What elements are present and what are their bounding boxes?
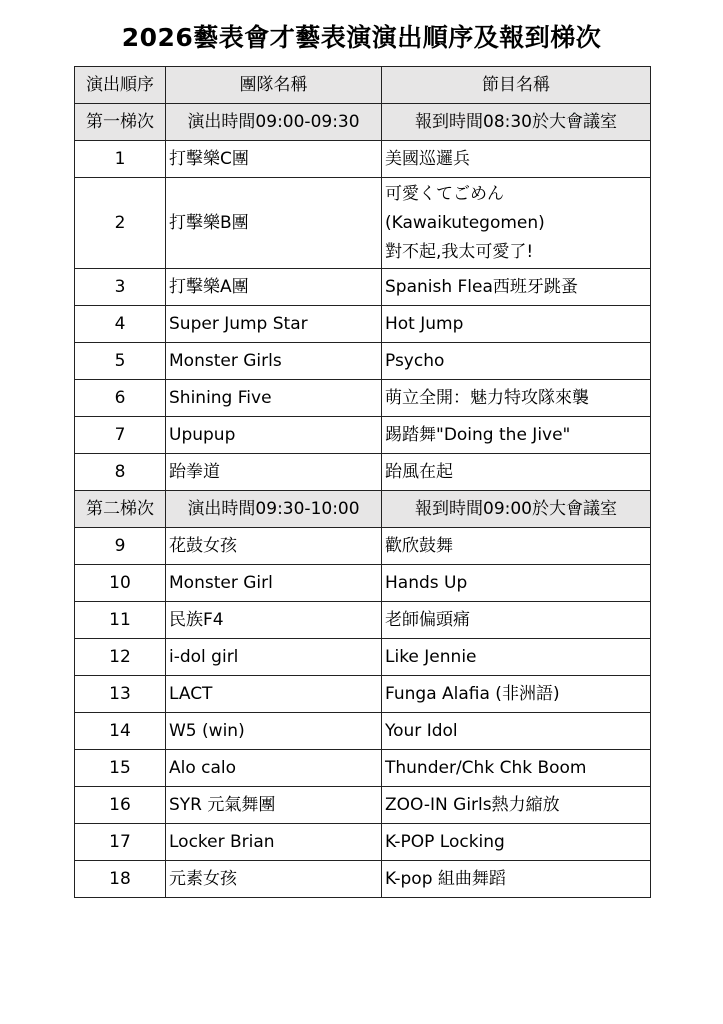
program-cell: Psycho [382,343,651,380]
session-name: 第二梯次 [75,491,166,528]
table-row [75,343,651,380]
program-cell: 老師偏頭痛 [382,602,651,639]
program-cell: ZOO-IN Girls熱力縮放 [382,787,651,824]
order-cell: 16 [75,787,166,824]
order-cell: 4 [75,306,166,343]
team-cell: LACT [166,676,382,713]
table-row [75,861,651,898]
session-checkin: 報到時間09:00於大會議室 [382,491,651,528]
program-cell: 踢踏舞"Doing the Jive" [382,417,651,454]
team-cell: Monster Girl [166,565,382,602]
team-cell: Locker Brian [166,824,382,861]
team-cell: 民族F4 [166,602,382,639]
table-row [75,750,651,787]
order-cell: 3 [75,269,166,306]
order-cell: 15 [75,750,166,787]
order-cell: 1 [75,141,166,178]
table-row [75,824,651,861]
header-order: 演出順序 [75,67,166,104]
table-row [75,380,651,417]
order-cell: 6 [75,380,166,417]
table-row [75,602,651,639]
table-row [75,713,651,750]
program-cell: Hot Jump [382,306,651,343]
order-cell: 8 [75,454,166,491]
program-line: 可愛くてごめん [385,183,504,204]
team-cell: Alo calo [166,750,382,787]
session-performance-time: 演出時間09:30-10:00 [166,491,382,528]
team-cell: Shining Five [166,380,382,417]
page-title: 2026藝表會才藝表演演出順序及報到梯次 [121,23,602,52]
program-cell: Like Jennie [382,639,651,676]
table-row [75,417,651,454]
header-team: 團隊名稱 [166,67,382,104]
team-cell: SYR 元氣舞團 [166,787,382,824]
session-row-2 [75,491,651,528]
table-row [75,528,651,565]
order-cell: 17 [75,824,166,861]
program-cell: K-POP Locking [382,824,651,861]
team-cell: 跆拳道 [166,454,382,491]
program-cell [382,178,651,269]
schedule-table [74,66,651,898]
team-cell: Monster Girls [166,343,382,380]
program-cell: K-pop 組曲舞蹈 [382,861,651,898]
program-cell: 美國巡邏兵 [382,141,651,178]
session-row-1 [75,104,651,141]
order-cell: 7 [75,417,166,454]
table-row [75,787,651,824]
program-cell: Spanish Flea西班牙跳蚤 [382,269,651,306]
team-cell: Upupup [166,417,382,454]
program-cell: Hands Up [382,565,651,602]
session-checkin: 報到時間08:30於大會議室 [382,104,651,141]
order-cell: 11 [75,602,166,639]
team-cell: 花鼓女孩 [166,528,382,565]
table-row [75,269,651,306]
order-cell: 14 [75,713,166,750]
program-line: (Kawaikutegomen) [385,212,545,233]
table-row [75,178,651,269]
program-cell: 歡欣鼓舞 [382,528,651,565]
program-cell: 萌立全開：魅力特攻隊來襲 [382,380,651,417]
team-cell: Super Jump Star [166,306,382,343]
table-row [75,676,651,713]
order-cell: 5 [75,343,166,380]
program-line: 對不起,我太可愛了! [385,241,534,262]
order-cell: 2 [75,178,166,269]
table-row [75,639,651,676]
table-row [75,306,651,343]
program-cell: Thunder/Chk Chk Boom [382,750,651,787]
team-cell: i-dol girl [166,639,382,676]
program-cell: Funga Alafia (非洲語) [382,676,651,713]
program-cell: Your Idol [382,713,651,750]
team-cell: 打擊樂C團 [166,141,382,178]
table-header-row [75,67,651,104]
team-cell: W5 (win) [166,713,382,750]
order-cell: 18 [75,861,166,898]
session-performance-time: 演出時間09:00-09:30 [166,104,382,141]
header-program: 節目名稱 [382,67,651,104]
table-row [75,565,651,602]
program-cell: 跆風在起 [382,454,651,491]
table-row [75,454,651,491]
order-cell: 9 [75,528,166,565]
team-cell: 打擊樂B團 [166,178,382,269]
team-cell: 打擊樂A團 [166,269,382,306]
order-cell: 10 [75,565,166,602]
table-row [75,141,651,178]
session-name: 第一梯次 [75,104,166,141]
team-cell: 元素女孩 [166,861,382,898]
order-cell: 12 [75,639,166,676]
order-cell: 13 [75,676,166,713]
